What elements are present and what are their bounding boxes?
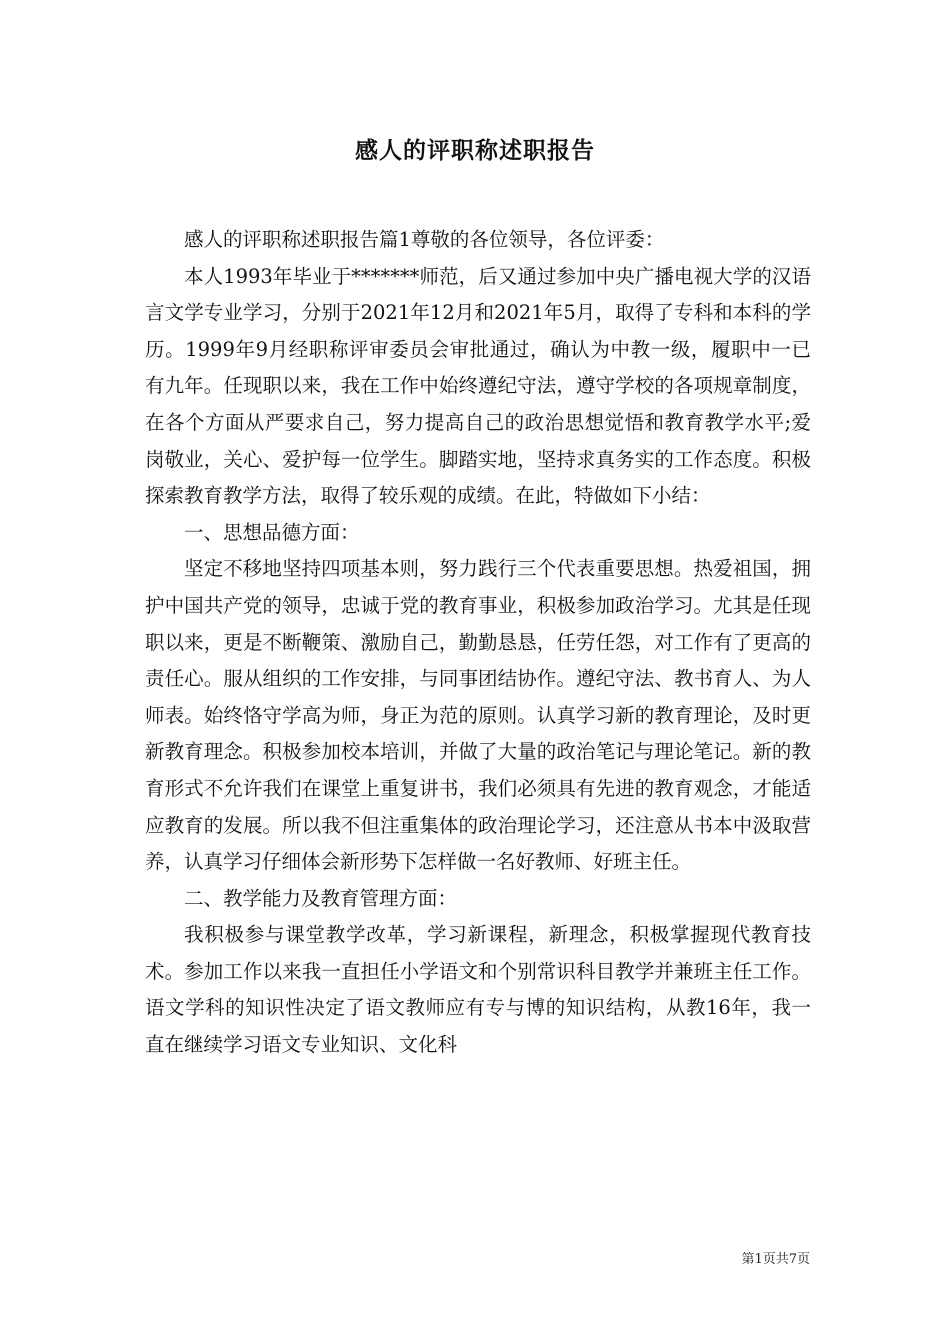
paragraph-teaching: 我积极参与课堂教学改革，学习新课程，新理念，积极掌握现代教育技术。参加工作以来我一直担任小学语文和个别常识科目教学并兼班主任工作。语文学科的知识性决定了语文教师应有专与博的知识结构，从教16年，我一直在继续学习语文专业知识、文化科 bbox=[145, 923, 811, 1057]
paragraph-introduction: 本人1993年毕业于*******师范，后又通过参加中央广播电视大学的汉语言文学专业学习，分别于2021年12月和2021年5月，取得了专科和本科的学历。1999年9月经职称评审委员会审批通过，确认为中教一级，履职中一已有九年。任现职以来，我在工作中始终遵纪守法，遵守学校的各项规章制度，在各个方面从严要求自己，努力提高自己的政治思想觉悟和教育教学水平;爱岗敬业，关心、爱护每一位学生。脚踏实地，坚持求真务实的工作态度。积极探索教育教学方法，取得了较乐观的成绩。在此，特做如下小结： bbox=[145, 264, 811, 508]
section-heading-moral: 一、思想品德方面： bbox=[184, 520, 360, 544]
document-body bbox=[145, 222, 811, 1064]
page-number: 第1页共7页 bbox=[741, 1252, 810, 1267]
section-heading-teaching: 二、教学能力及教育管理方面： bbox=[184, 886, 458, 910]
paragraph-greeting: 感人的评职称述职报告篇1尊敬的各位领导，各位评委： bbox=[184, 228, 665, 251]
paragraph-moral: 坚定不移地坚持四项基本则，努力践行三个代表重要思想。热爱祖国，拥护中国共产党的领导，忠诚于党的教育事业，积极参加政治学习。尤其是任现职以来，更是不断鞭策、激励自己，勤勤恳恳，任劳任怨，对工作有了更高的责任心。服从组织的工作安排，与同事团结协作。遵纪守法、教书育人、为人师表。始终恪守学高为师，身正为范的原则。认真学习新的教育理论，及时更新教育理念。积极参加校本培训，并做了大量的政治笔记与理论笔记。新的教育形式不允许我们在课堂上重复讲书，我们必须具有先进的教育观念，才能适应教育的发展。所以我不但注重集体的政治理论学习，还注意从书本中汲取营养，认真学习仔细体会新形势下怎样做一名好教师、好班主任。 bbox=[145, 557, 811, 874]
page-title: 感人的评职称述职报告 bbox=[355, 137, 595, 164]
